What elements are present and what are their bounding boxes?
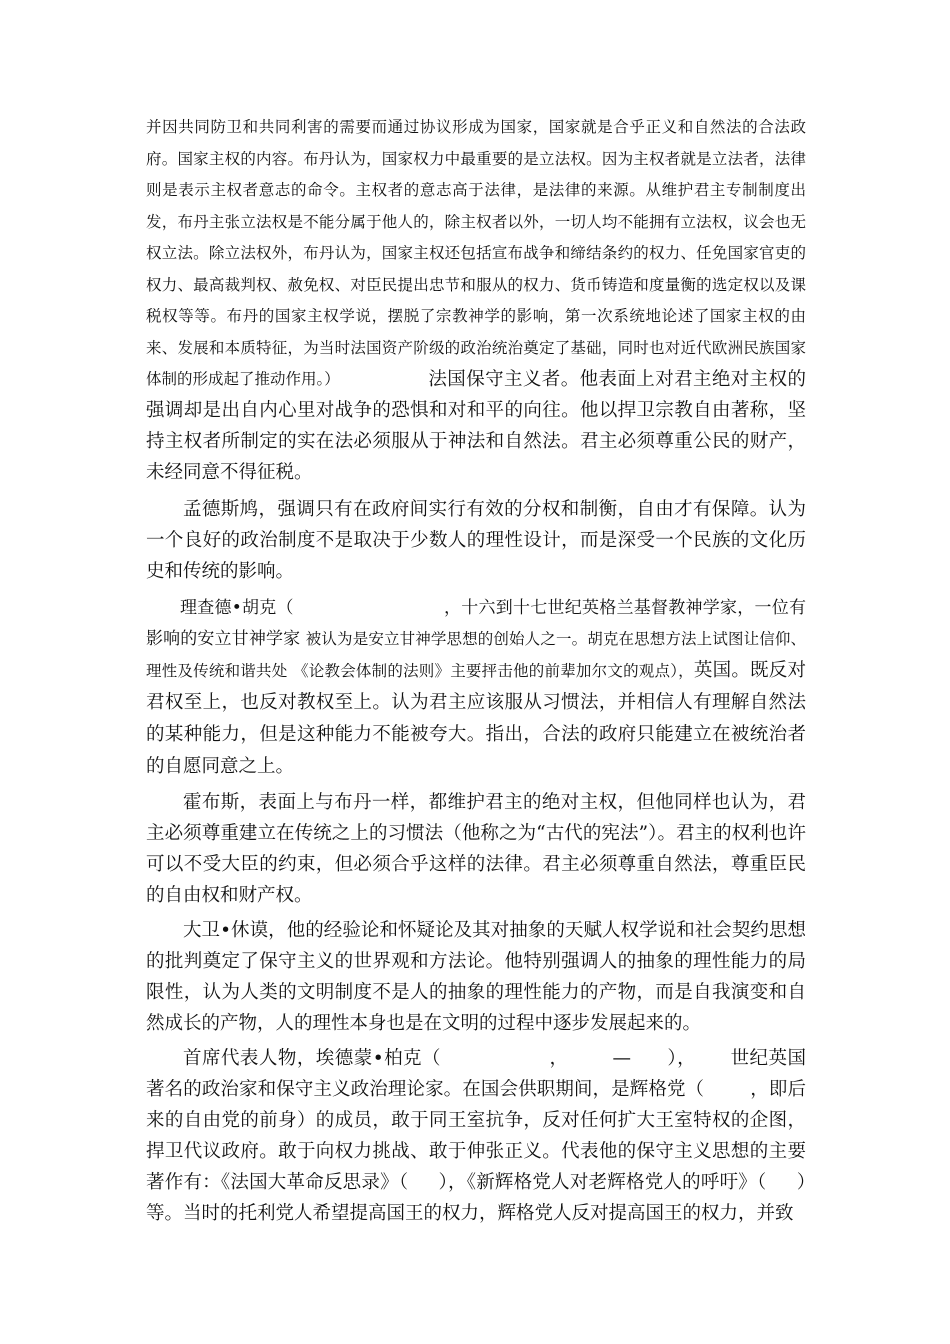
bodin-main-span: 法国保守主义者。他表面上对君主绝对主权的强调却是出自内心里对战争的恐惧和对和平的向往。他以捍卫宗教自由著称，坚持主权者所制定的实在法必须服从于神法和自然法。君主必须尊重公民的财产，未经同意不得征税。 bbox=[146, 369, 806, 483]
burke-t3: — bbox=[612, 1048, 631, 1069]
hooker-lead: 理查德•胡克（ bbox=[180, 598, 294, 618]
paragraph-montesquieu: 孟德斯鸠，强调只有在政府间实行有效的分权和制衡，自由才有保障。认为一个良好的政治制度不是取决于少数人的理性设计，而是深受一个民族的文化历史和传统的影响。 bbox=[146, 499, 806, 582]
paragraph-hooker bbox=[146, 593, 806, 783]
burke-t2: ， bbox=[548, 1048, 569, 1069]
burke-t6: ，即后来的自由党的前身）的成员，敢于同王室抗争，反对任何扩大王室特权的企图，捍卫代议政府。敢于向权力挑战、敢于伸张正义。代表他的保守主义思想的主要著作有：《法国大革命反思录》（ bbox=[146, 1079, 806, 1193]
bodin-footnote-span: 并因共同防卫和共同利害的需要而通过协议形成为国家，国家就是合乎正义和自然法的合法政府。国家主权的内容。布丹认为，国家权力中最重要的是立法权。因为主权者就是立法者，法律则是表示主权者意志的命令。主权者的意志高于法律，是法律的来源。从维护君主专制制度出发，布丹主张立法权是不能分属于他人的，除主权者以外，一切人均不能拥有立法权，议会也无权立法。除立法权外，布丹认为，国家主权还包括宣布战争和缔结条约的权力、任免国家官吏的权力、最高裁判权、赦免权、对臣民提出忠节和服从的权力、货币铸造和度量衡的选定权以及课税权等等。布丹的国家主权学说，摆脱了宗教神学的影响，第一次系统地论述了国家主权的由来、发展和本质特征，为当时法国资产阶级的政治统治奠定了基础，同时也对近代欧洲民族国家体制的形成起了推动作用。） bbox=[146, 118, 806, 388]
hooker-big-rest: 英国。既反对君权至上，也反对教权至上。认为君主应该服从习惯法，并相信人有理解自然法的某种能力，但是这种能力不能被夸大。指出，合法的政府只能建立在被统治者的自愿同意之上。 bbox=[146, 660, 806, 777]
paragraph-hume: 大卫•休谟，他的经验论和怀疑论及其对抽象的天赋人权学说和社会契约思想的批判奠定了保守主义的世界观和方法论。他特别强调人的抽象的理性能力的局限性，认为人类的文明制度不是人的抽象的理性能力的产物，而是自我演变和自然成长的产物，人的理性本身也是在文明的过程中逐步发展起来的。 bbox=[146, 920, 806, 1034]
paragraph-burke bbox=[146, 1043, 806, 1229]
bodin-footnote-text bbox=[146, 112, 806, 396]
hooker-after-gap: ，十六到十七世纪英格兰基督教神学家，一位有影响的安立甘神学家 bbox=[146, 598, 807, 649]
paragraph-bodin bbox=[146, 112, 806, 396]
hooker-small-rest: 被认为是安立甘神学思想的创始人之一。胡克在思想方法上试图让信仰、理性及传统和谐共处 bbox=[146, 630, 807, 680]
burke-t5: 世纪英国著名的政治家和保守主义政治理论家。在国会供职期间，是辉格党（ bbox=[146, 1048, 806, 1100]
paragraph-hobbes: 霍布斯，表面上与布丹一样，都维护君主的绝对主权，但他同样也认为，君主必须尊重建立在传统之上的习惯法（他称之为“古代的宪法”）。君主的权利也许可以不受大臣的约束，但必须合乎这样的法律。君主必须尊重自然法，尊重臣民的自由权和财产权。 bbox=[146, 792, 806, 906]
burke-t7: ），《新辉格党人对老辉格党人的呼吁》（ bbox=[438, 1172, 767, 1193]
paragraph-bodin-main bbox=[146, 364, 806, 488]
burke-t8: ）等。当时的托利党人希望提高国王的权力，辉格党人反对提高国王的权力，并致 bbox=[146, 1172, 806, 1224]
hooker-small-end: 《论教会体制的法则》主要抨击他的前辈加尔文的观点）， bbox=[293, 662, 694, 680]
document-page bbox=[146, 112, 806, 1229]
burke-t1: 首席代表人物，埃德蒙•柏克（ bbox=[183, 1048, 441, 1069]
burke-t4: ）， bbox=[666, 1048, 697, 1069]
bodin-main-text bbox=[146, 364, 806, 488]
hooker-first-line bbox=[146, 593, 806, 783]
